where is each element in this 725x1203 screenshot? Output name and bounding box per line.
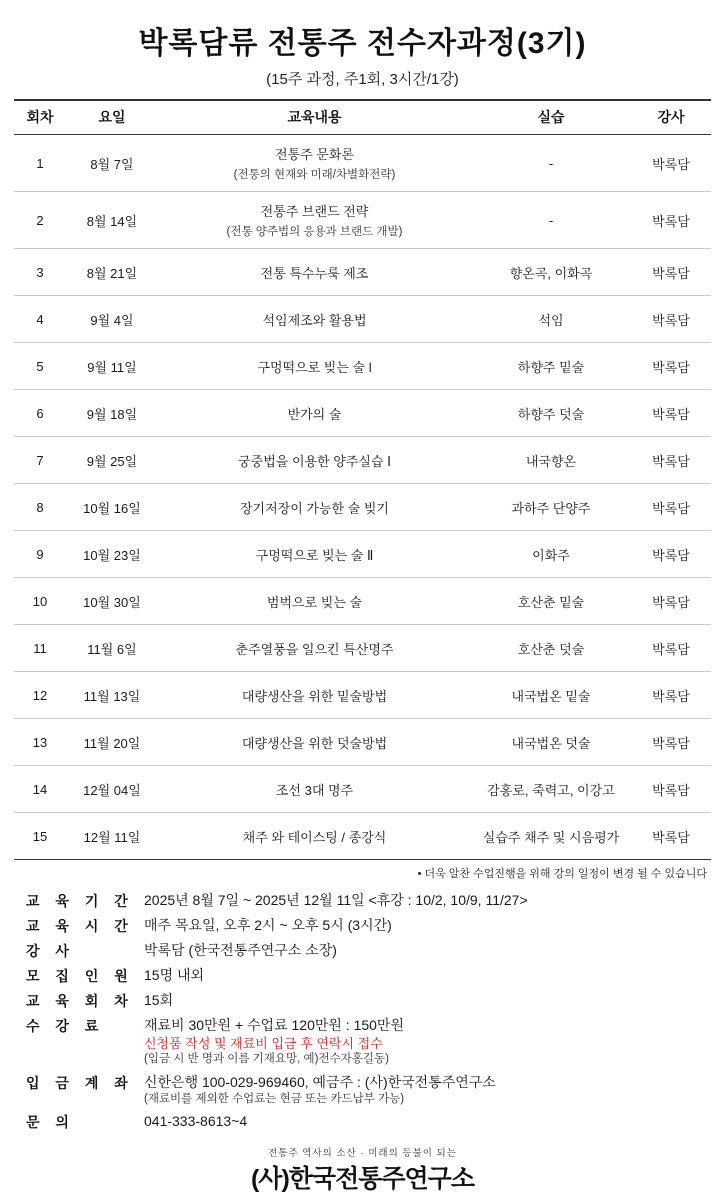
cell-content [158,343,471,390]
cell-day: 8월 21일 [66,249,158,296]
cell-content-main: 반가의 술 [287,406,342,422]
info-value-fee [138,1014,711,1071]
cell-no: 3 [14,249,66,296]
cell-content [158,192,471,249]
cell-content-main: 궁중법을 이용한 양주실습 Ⅰ [238,453,391,469]
cell-teacher: 박록담 [631,135,711,192]
info-label-account: 입 금 계 좌 [26,1074,134,1091]
table-row [14,343,711,390]
info-label-capacity: 모 집 인 원 [26,968,134,984]
table-row [14,390,711,437]
cell-practice: 감홍로, 죽력고, 이강고 [471,766,631,813]
cell-content-sub: (전통 양주법의 응용과 브랜드 개발) [226,226,403,238]
page-title: 박록담류 전통주 전수자과정(3기) [138,27,587,60]
cell-content-main: 춘주열풍을 일으킨 특산명주 [235,641,394,657]
cell-content-main: 구멍떡으로 빚는 술 l [257,359,372,375]
page-subtitle: (15주 과정, 주1회, 3시간/1강) [266,71,459,88]
info-value-contact: 041-333-8613~4 [144,1113,248,1130]
cell-content-main: 범벅으로 빚는 술 [266,594,363,610]
cell-day: 12월 11일 [66,813,158,860]
cell-content-main: 석임제조와 활용법 [262,312,367,328]
cell-day: 11월 20일 [66,719,158,766]
cell-no: 4 [14,296,66,343]
cell-teacher: 박록담 [631,766,711,813]
table-row [14,192,711,249]
cell-practice: 하향주 덧술 [471,390,631,437]
cell-content [158,766,471,813]
cell-content-main: 구멍떡으로 빚는 술 Ⅱ [255,547,374,563]
cell-content [158,135,471,192]
cell-practice: 이화주 [471,531,631,578]
cell-teacher: 박록담 [631,719,711,766]
cell-day: 9월 25일 [66,437,158,484]
cell-teacher: 박록담 [631,296,711,343]
cell-content [158,813,471,860]
cell-no: 8 [14,484,66,531]
cell-no: 6 [14,390,66,437]
cell-practice: 호산춘 밑술 [471,578,631,625]
cell-content [158,578,471,625]
info-label-instructor: 강 사 [26,943,75,959]
cell-no: 1 [14,135,66,192]
organization-logo [14,1145,711,1195]
info-value-capacity: 15명 내외 [144,967,205,983]
cell-practice: 내국법온 덧술 [471,719,631,766]
info-label-fee: 수 강 료 [26,1018,105,1034]
cell-content [158,249,471,296]
cell-teacher: 박록담 [631,390,711,437]
column-header-content: 교육내용 [158,100,471,135]
schedule-table [14,99,711,860]
cell-content [158,484,471,531]
cell-practice: 과하주 단양주 [471,484,631,531]
cell-day: 10월 16일 [66,484,158,531]
cell-teacher: 박록담 [631,249,711,296]
info-label-time: 교 육 시 간 [26,918,134,934]
info-row-time [14,914,711,939]
cell-content-main: 전통주 브랜드 전략 [260,204,369,219]
info-value-period: 2025년 8월 7일 ~ 2025년 12월 11일 <휴강 : 10/2, 10/9, 11/27> [144,892,528,908]
cell-practice: 석임 [471,296,631,343]
info-row-capacity [14,964,711,989]
info-row-account [14,1071,711,1110]
cell-no: 11 [14,625,66,672]
table-row [14,437,711,484]
cell-no: 7 [14,437,66,484]
cell-teacher: 박록담 [631,437,711,484]
table-row [14,296,711,343]
cell-no: 10 [14,578,66,625]
cell-content [158,390,471,437]
cell-content [158,437,471,484]
cell-content-main: 장기저장이 가능한 술 빚기 [240,500,389,516]
table-row [14,578,711,625]
cell-practice: 호산춘 덧술 [471,625,631,672]
info-value-sessions: 15회 [144,992,174,1008]
cell-day: 10월 30일 [66,578,158,625]
table-header [14,100,711,135]
info-label-contact: 문 의 [26,1114,75,1131]
cell-no: 2 [14,192,66,249]
column-header-practice: 실습 [471,100,631,135]
cell-day: 12월 04일 [66,766,158,813]
schedule-note: • 더욱 알찬 수업진행을 위해 강의 일정이 변경 될 수 있습니다 [417,868,707,880]
cell-teacher: 박록담 [631,625,711,672]
info-value-account [138,1071,711,1110]
info-fee-amount: 재료비 30만원 + 수업료 120만원 : 150만원 [144,1017,404,1033]
table-row [14,625,711,672]
cell-day: 9월 18일 [66,390,158,437]
cell-practice: 내국법온 밑술 [471,672,631,719]
cell-day: 11월 6일 [66,625,158,672]
column-header-day: 요일 [66,100,158,135]
cell-content-sub: (전통의 현재와 미래/차별화전략) [233,169,396,181]
cell-teacher: 박록담 [631,672,711,719]
table-row [14,766,711,813]
info-row-contact [14,1110,711,1135]
info-fee-note: (입금 시 반 명과 이름 기재요망, 예)전수자홍길동) [144,1053,389,1066]
cell-day: 8월 7일 [66,135,158,192]
cell-content [158,719,471,766]
info-account-number: 신한은행 100-029-969460, 예금주 : (사)한국전통주연구소 [144,1073,496,1090]
cell-content-main: 대량생산을 위한 밑술방법 [241,688,388,704]
cell-no: 13 [14,719,66,766]
cell-teacher: 박록담 [631,578,711,625]
cell-teacher: 박록담 [631,531,711,578]
info-label-period: 교 육 기 간 [26,893,134,909]
logo-name: (사)한국전통주연구소 [250,1165,474,1194]
cell-no: 5 [14,343,66,390]
cell-teacher: 박록담 [631,484,711,531]
table-row [14,249,711,296]
info-row-fee [14,1014,711,1071]
table-row [14,719,711,766]
cell-content [158,672,471,719]
cell-content-main: 대량생산을 위한 덧술방법 [241,735,388,751]
table-row [14,135,711,192]
table-body [14,135,711,860]
cell-teacher: 박록담 [631,813,711,860]
cell-day: 9월 4일 [66,296,158,343]
info-label-sessions: 교 육 회 차 [26,993,134,1009]
cell-content-main: 채주 와 테이스팅 / 종강식 [242,829,387,845]
info-value-instructor: 박록담 (한국전통주연구소 소장) [144,942,337,958]
cell-practice: 하향주 밑술 [471,343,631,390]
cell-teacher: 박록담 [631,192,711,249]
info-account-note: (재료비를 제외한 수업료는 현금 또는 카드납부 가능) [144,1092,405,1105]
logo-tagline: 전통주 역사의 소산 · 미래의 등불이 되는 [268,1148,457,1160]
cell-practice: - [471,135,631,192]
info-row-sessions [14,989,711,1014]
cell-teacher: 박록담 [631,343,711,390]
cell-no: 12 [14,672,66,719]
table-row [14,672,711,719]
info-value-time: 매주 목요일, 오후 2시 ~ 오후 5시 (3시간) [144,917,392,933]
cell-content-main: 전통 특수누룩 제조 [260,265,369,281]
cell-content [158,625,471,672]
info-row-period [14,889,711,914]
cell-practice: 실습주 채주 및 시음평가 [471,813,631,860]
table-header-row [14,100,711,135]
cell-no: 9 [14,531,66,578]
course-info-table [14,889,711,1135]
cell-day: 9월 11일 [66,343,158,390]
cell-practice: 내국향온 [471,437,631,484]
column-header-no: 회차 [14,100,66,135]
cell-content [158,296,471,343]
cell-day: 11월 13일 [66,672,158,719]
table-row [14,531,711,578]
table-row [14,484,711,531]
info-row-instructor [14,939,711,964]
cell-content-main: 조선 3대 명주 [275,782,354,798]
table-row [14,813,711,860]
cell-no: 15 [14,813,66,860]
cell-no: 14 [14,766,66,813]
cell-practice: - [471,192,631,249]
column-header-teacher: 강사 [631,100,711,135]
cell-day: 8월 14일 [66,192,158,249]
cell-content [158,531,471,578]
cell-day: 10월 23일 [66,531,158,578]
cell-practice: 향온곡, 이화곡 [471,249,631,296]
cell-content-main: 전통주 문화론 [275,147,354,162]
info-fee-highlight: 신청품 작성 및 재료비 입금 후 연락시 접수 [144,1035,383,1051]
